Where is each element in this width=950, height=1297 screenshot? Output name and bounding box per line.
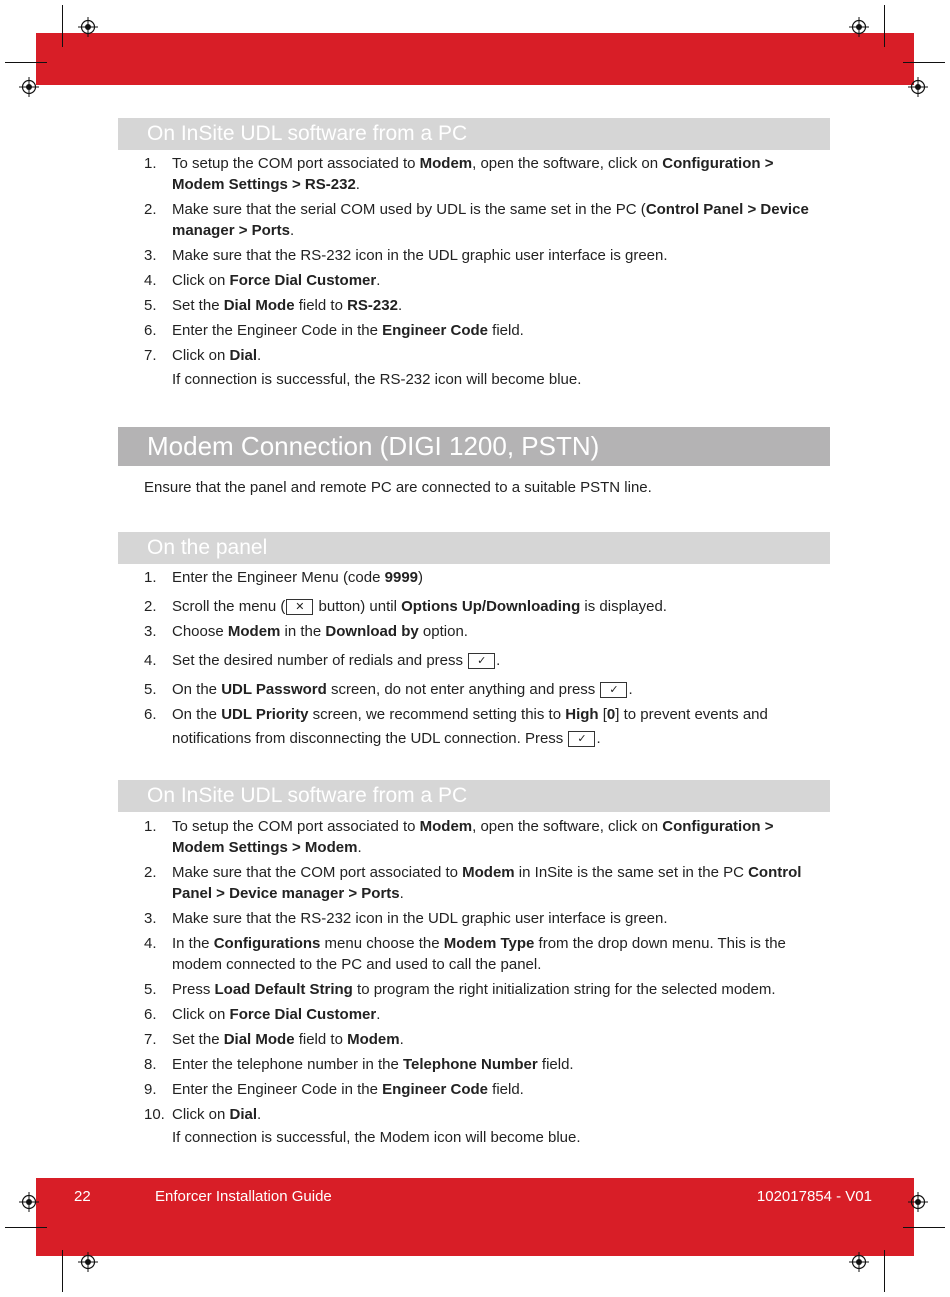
list-item: 1. To setup the COM port associated to Modem, open the software, click on Configuration > Modem Settings > RS-232.	[144, 155, 774, 193]
registration-mark-icon	[19, 1192, 39, 1212]
list-item: 5. Press Load Default String to program the right initialization string for the selected modem.	[144, 981, 776, 998]
cancel-key-icon: ✕	[286, 599, 313, 615]
intro-paragraph: Ensure that the panel and remote PC are connected to a suitable PSTN line.	[144, 479, 652, 496]
crop-mark	[62, 5, 63, 47]
crop-mark	[5, 62, 47, 63]
list-item: 5. On the UDL Password screen, do not enter anything and press ✓ .	[144, 681, 633, 698]
registration-mark-icon	[849, 1252, 869, 1272]
check-key-icon: ✓	[468, 653, 495, 669]
check-key-icon: ✓	[568, 731, 595, 747]
list-item: 3. Choose Modem in the Download by option.	[144, 623, 468, 640]
section-heading: On InSite UDL software from a PC	[118, 780, 830, 812]
list-item: 6. Click on Force Dial Customer.	[144, 1006, 381, 1023]
list-item: 4. Click on Force Dial Customer.	[144, 272, 381, 289]
list-item: 1. Enter the Engineer Menu (code 9999)	[144, 569, 424, 586]
list-item: 2. Make sure that the COM port associated to Modem in InSite is the same set in the PC Control Panel > Device manager > Ports.	[144, 864, 802, 902]
result-note: If connection is successful, the RS-232 icon will become blue.	[172, 371, 582, 388]
section-heading: On the panel	[118, 532, 830, 564]
document-code: 102017854 - V01	[756, 1188, 872, 1205]
step-list	[144, 816, 824, 1125]
list-item: 7. Click on Dial.	[144, 347, 262, 364]
list-item: 3. Make sure that the RS-232 icon in the UDL graphic user interface is green.	[144, 910, 668, 927]
list-item: 8. Enter the telephone number in the Telephone Number field.	[144, 1056, 574, 1073]
crop-mark	[62, 1250, 63, 1292]
result-note: If connection is successful, the Modem icon will become blue.	[172, 1129, 581, 1146]
list-item: 7. Set the Dial Mode field to Modem.	[144, 1031, 404, 1048]
list-item: 2. Make sure that the serial COM used by UDL is the same set in the PC (Control Panel > Device manager > Ports.	[144, 201, 809, 239]
crop-mark	[903, 1227, 945, 1228]
registration-mark-icon	[908, 77, 928, 97]
check-key-icon: ✓	[600, 682, 627, 698]
registration-mark-icon	[78, 17, 98, 37]
list-item: 5. Set the Dial Mode field to RS-232.	[144, 297, 403, 314]
registration-mark-icon	[19, 77, 39, 97]
list-item: 10. Click on Dial.	[144, 1106, 262, 1123]
list-item: 2. Scroll the menu ( ✕ button) until Options Up/Downloading is displayed.	[144, 598, 667, 615]
section-heading: Modem Connection (DIGI 1200, PSTN)	[118, 427, 830, 466]
list-item: 3. Make sure that the RS-232 icon in the UDL graphic user interface is green.	[144, 247, 668, 264]
list-item: 6. Enter the Engineer Code in the Engineer Code field.	[144, 322, 524, 339]
list-item: 9. Enter the Engineer Code in the Engineer Code field.	[144, 1081, 524, 1098]
page-number: 22	[74, 1188, 91, 1205]
registration-mark-icon	[78, 1252, 98, 1272]
list-item: 1. To setup the COM port associated to Modem, open the software, click on Configuration > Modem Settings > Modem.	[144, 818, 774, 856]
crop-mark	[903, 62, 945, 63]
step-list	[144, 153, 824, 366]
section-heading: On InSite UDL software from a PC	[118, 118, 830, 150]
list-item: 4. In the Configurations menu choose the Modem Type from the drop down menu. This is the modem connected to the PC and used to call the panel.	[144, 935, 786, 973]
crop-mark	[5, 1227, 47, 1228]
list-item: 4. Set the desired number of redials and press ✓ .	[144, 652, 501, 669]
registration-mark-icon	[849, 17, 869, 37]
header-band	[36, 33, 914, 85]
crop-mark	[884, 1250, 885, 1292]
registration-mark-icon	[908, 1192, 928, 1212]
crop-mark	[884, 5, 885, 47]
step-list	[144, 567, 824, 751]
list-item: 6. On the UDL Priority screen, we recommend setting this to High [0] to prevent events and notifications from disconnecting the UDL connection. Press ✓ .	[144, 706, 768, 747]
guide-title: Enforcer Installation Guide	[155, 1188, 332, 1205]
